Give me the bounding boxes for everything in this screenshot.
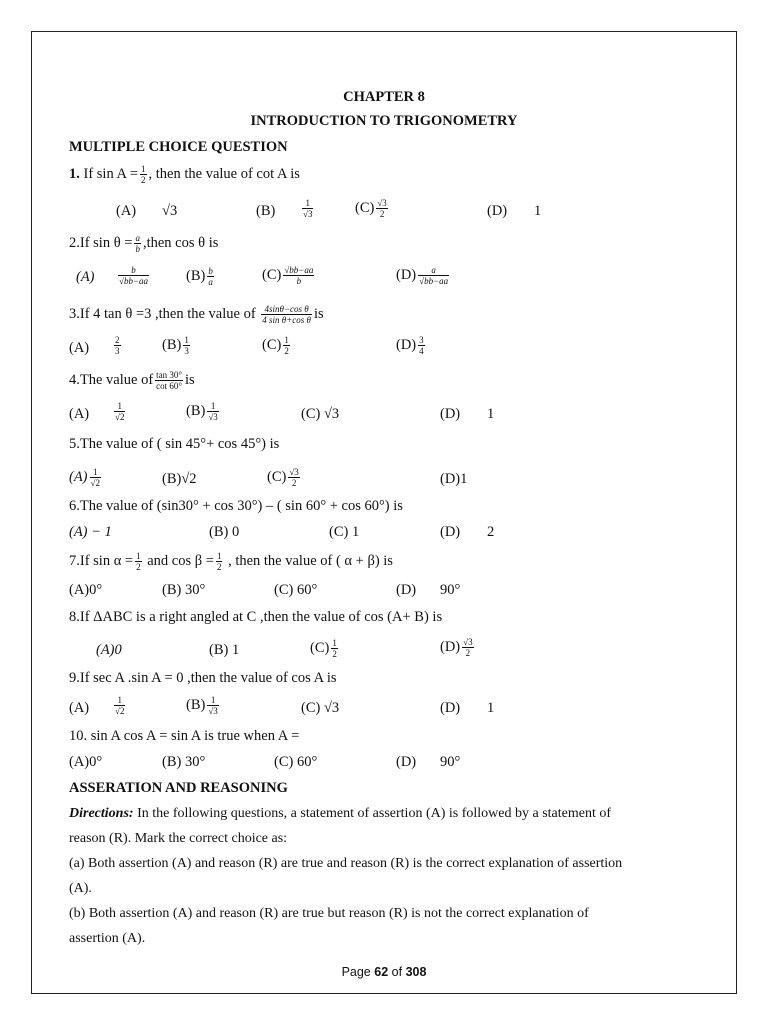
q2-option-b: (B) $\frac{b}{a}$	[186, 266, 213, 287]
q9-option-b: (B) $\frac{1}{√3}$	[186, 695, 218, 716]
q8-option-a: (A)0	[96, 642, 122, 658]
question-6: 6.The value of (sin30° + cos 30°) – ( sin 60° + cos 60°) is	[69, 498, 403, 514]
q3-option-b: (B) $\frac{1}{3}$	[162, 335, 189, 356]
q8-option-b: (B) 1	[209, 642, 240, 658]
q2-option-a-value: $\frac{b}{√bb-aa}$	[119, 265, 149, 286]
q7-option-a: (A)0°	[69, 582, 103, 598]
q9-option-a-value: $\frac{1}{√2}$	[115, 695, 125, 716]
question-4: 4.The value of $\frac{\tan 30^\circ}{\cot 60^\circ}$ is	[69, 370, 195, 391]
q7-option-c: (C) 60°	[274, 582, 318, 598]
directions-line-5: (b) Both assertion (A) and reason (R) are true but reason (R) is not the correct explanation of	[69, 906, 589, 921]
directions-line-3: (a) Both assertion (A) and reason (R) are true and reason (R) is the correct explanation of assertion	[69, 856, 623, 871]
q3-option-a-value: $\frac{2}{3}$	[115, 335, 120, 356]
directions-line-1: Directions: In the following questions, a statement of assertion (A) is followed by a statement of	[69, 806, 612, 821]
question-2: 2.If sin θ = $\frac{a}{b}$ ,then cos θ is	[69, 233, 219, 254]
q3-option-c: (C) $\frac{1}{2}$	[262, 335, 289, 356]
q10-option-c: (C) 60°	[274, 754, 318, 770]
q1-option-c: (C) $\frac{√3}{2}$	[355, 198, 387, 219]
q9-option-a: (A)	[69, 700, 90, 716]
q1-option-d-value: 1	[534, 203, 542, 219]
question-10: 10. sin A cos A = sin A is true when A =	[69, 728, 300, 744]
q6-option-c: (C) 1	[329, 524, 360, 540]
q6-option-b: (B) 0	[209, 524, 240, 540]
q1-option-d: (D)	[487, 203, 508, 219]
q2-option-d: (D) $\frac{a}{√bb-aa}$	[396, 265, 449, 286]
question-9: 9.If sec A .sin A = 0 ,then the value of cos A is	[69, 670, 337, 686]
q4-option-d: (D)	[440, 406, 461, 422]
q5-option-b: (B)√2	[162, 471, 197, 487]
page-number: Page 62 of 308	[341, 965, 427, 979]
q4-option-c: (C) √3	[301, 406, 340, 422]
q10-option-a: (A)0°	[69, 754, 103, 770]
q9-option-d: (D)	[440, 700, 461, 716]
q10-option-d: (D)	[396, 754, 417, 770]
q8-option-c: (C) $\frac{1}{2}$	[310, 638, 337, 659]
chapter-number: CHAPTER 8	[343, 89, 425, 105]
q6-option-d: (D)	[440, 524, 461, 540]
q4-option-d-value: 1	[487, 406, 495, 422]
q6-option-a: (A) − 1	[69, 524, 112, 540]
q7-option-d-value: 90°	[440, 582, 461, 598]
question-7: 7.If sin α = $\frac{1}{2}$ and cos β = $\frac{1}{2}$ , then the value of ( α + β) is	[69, 551, 393, 572]
q6-option-d-value: 2	[487, 524, 495, 540]
q10-option-b: (B) 30°	[162, 754, 206, 770]
directions-line-2: reason (R). Mark the correct choice as:	[69, 831, 288, 846]
q7-option-b: (B) 30°	[162, 582, 206, 598]
q1-option-b: (B)	[256, 203, 276, 219]
chapter-title: INTRODUCTION TO TRIGONOMETRY	[250, 113, 518, 129]
q4-option-a: (A)	[69, 406, 90, 422]
q7-option-d: (D)	[396, 582, 417, 598]
q8-option-d: (D) $\frac{√3}{2}$	[440, 637, 473, 658]
q9-option-c: (C) √3	[301, 700, 340, 716]
q10-option-d-value: 90°	[440, 754, 461, 770]
directions-line-4: (A).	[69, 881, 92, 896]
q1-option-b-value: $\frac{1}{√3}$	[303, 198, 313, 219]
q5-option-a: (A) $\frac{1}{√2}$	[69, 467, 100, 488]
directions-line-6: assertion (A).	[69, 931, 146, 946]
q1-option-a: (A)	[116, 203, 137, 219]
question-5: 5.The value of ( sin 45°+ cos 45°) is	[69, 436, 280, 452]
q4-option-b: (B) $\frac{1}{√3}$	[186, 401, 218, 422]
q2-option-a: (A)	[76, 269, 95, 285]
q1-option-a-value: √3	[162, 203, 178, 219]
q5-option-c: (C) $\frac{√3}{2}$	[267, 467, 299, 488]
q9-option-d-value: 1	[487, 700, 495, 716]
section-heading-assertion: ASSERATION AND REASONING	[69, 780, 288, 796]
q3-option-a: (A)	[69, 340, 90, 356]
question-8: 8.If ΔABC is a right angled at C ,then the value of cos (A+ B) is	[69, 609, 443, 625]
q3-option-d: (D) $\frac{3}{4}$	[396, 335, 424, 356]
question-1: 1. If sin A = $\frac{1}{2}$ , then the value of cot A is	[69, 164, 300, 185]
q2-option-c: (C) $\frac{√bb-aa}{b}$	[262, 265, 314, 286]
q4-option-a-value: $\frac{1}{√2}$	[115, 401, 125, 422]
section-heading-mcq: MULTIPLE CHOICE QUESTION	[69, 139, 288, 155]
q5-option-d: (D)1	[440, 471, 468, 487]
question-3: 3.If 4 tan θ =3 ,then the value of $\frac{\text{4sinθ−cos θ}}{\text{4 sin θ+cos θ}}$ is	[69, 304, 324, 325]
